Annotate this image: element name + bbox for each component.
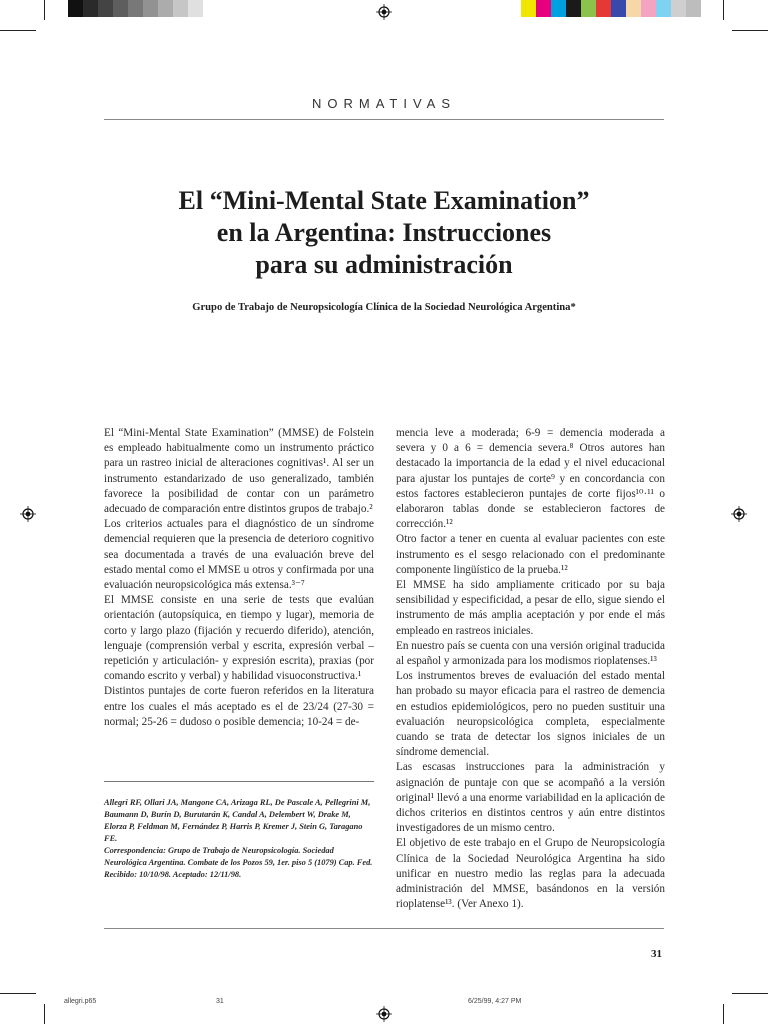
calibration-swatch <box>671 0 686 17</box>
calibration-swatch <box>173 0 188 17</box>
paragraph: Los criterios actuales para el diagnóstico de un síndrome demencial requieren que la presencia de deterioro cognitivo sea documentada a través de una evaluación breve del estado mental como el MMSE u otros y confirmada por una evaluación neuropsicológica más extensa.³⁻⁷ <box>104 518 374 592</box>
article-authors: Grupo de Trabajo de Neuropsicología Clínica de la Sociedad Neurológica Argentina* <box>192 302 576 313</box>
header-rule <box>104 119 664 120</box>
calibration-swatch <box>128 0 143 17</box>
registration-mark-icon <box>376 4 392 20</box>
calibration-swatch <box>641 0 656 17</box>
print-footer-filename: allegri.p65 <box>64 998 97 1005</box>
page-number: 31 <box>651 948 662 960</box>
paragraph: El “Mini-Mental State Examination” (MMSE) de Folstein es empleado habitualmente como un instrumento práctico para un rastreo inicial de alteraciones cognitivas¹. Al ser un instrumento estandarizado de uso generalizado, también favorece la posibilidad de contar con un parámetro adecuado de comparación entre distintos grupos de trabajo.² <box>104 427 374 516</box>
registration-mark-icon <box>731 506 747 522</box>
title-line: El “Mini-Mental State Examination” <box>178 186 590 215</box>
paragraph: Otro factor a tener en cuenta al evaluar pacientes con este instrumento es el sesgo relacionado con el predominante componente lingüístico de la prueba.¹² <box>396 533 665 576</box>
title-line: para su administración <box>255 250 513 279</box>
calibration-swatch <box>581 0 596 17</box>
body-column-right <box>396 426 665 913</box>
calibration-swatch <box>686 0 701 17</box>
title-line: en la Argentina: Instrucciones <box>216 218 552 247</box>
registration-mark-icon <box>376 1006 392 1022</box>
calibration-swatch <box>566 0 581 17</box>
footnote-authors: Allegri RF, Ollari JA, Mangone CA, Arizaga RL, De Pascale A, Pellegrini M, Baumann D, Burín D, Burutarán K, Candal A, Delembert W, Drake M, Elorza P, Feldman M, Fernández P, Harris P, Kremer J, Stein G, Taragano FE. <box>104 798 371 843</box>
calibration-swatch <box>596 0 611 17</box>
footnote-correspondence: Correspondencia: Grupo de Trabajo de Neuropsicología. Sociedad Neurológica Argentina. Combate de los Pozos 59, 1er. piso 5 (1079) Cap. Fed. <box>104 846 373 867</box>
paragraph: mencia leve a moderada; 6-9 = demencia moderada a severa y 0 a 6 = demencia severa.⁸ Otros autores han destacado la importancia de la edad y el nivel educacional para ajustar los puntajes de corte⁹ y en concordancia con estos factores establecieron puntajes de corte fijos¹⁰·¹¹ o elaboraron tablas donde se establecieron factores de corrección.¹² <box>396 427 665 531</box>
calibration-swatch <box>68 0 83 17</box>
calibration-swatch <box>188 0 203 17</box>
calibration-swatch <box>656 0 671 17</box>
bottom-rule <box>104 928 664 929</box>
print-footer-page: 31 <box>216 998 224 1005</box>
paragraph: Los instrumentos breves de evaluación del estado mental han probado su mayor eficacia para el rastreo de demencia en estudios epidemiológicos, pero no pueden sustituir una evaluación neuropsicológica completa, especialmente cuando se trata de detectar los signos iniciales de un síndrome demencial. <box>396 670 665 759</box>
paragraph: El MMSE consiste en una serie de tests que evalúan orientación (autopsíquica, en tiempo y lugar), memoria de corto y largo plazo (fijación y recuerdo diferido), atención, lenguaje (comprensión verbal y escrita, expresión verbal –repetición y articulación- y expresión escrita), praxias (por comando escrito y verbal) y habilidad visuoconstructiva.¹ <box>104 594 374 683</box>
paragraph: En nuestro país se cuenta con una versión original traducida al español y armonizada para los modismos rioplatenses.¹³ <box>396 639 665 668</box>
calibration-swatch <box>611 0 626 17</box>
calibration-swatch <box>83 0 98 17</box>
footnote-rule <box>104 781 374 782</box>
calibration-swatch <box>536 0 551 17</box>
section-header: NORMATIVAS <box>311 96 457 111</box>
calibration-swatch <box>113 0 128 17</box>
article-title <box>60 185 708 281</box>
body-column-left <box>104 426 374 730</box>
paragraph: El MMSE ha sido ampliamente criticado por su baja sensibilidad y especificidad, a pesar de ello, sigue siendo el instrumento de más amplia aceptación y por ende el más empleado en rastreos iniciales. <box>396 579 665 637</box>
footnote-block <box>104 797 374 881</box>
calibration-swatch <box>98 0 113 17</box>
footnote-received: Recibido: 10/10/98. Aceptado: 12/11/98. <box>104 870 242 879</box>
calibration-swatch <box>158 0 173 17</box>
registration-mark-icon <box>20 506 36 522</box>
calibration-swatch <box>626 0 641 17</box>
calibration-swatch <box>521 0 536 17</box>
paragraph: Distintos puntajes de corte fueron referidos en la literatura entre los cuales el más aceptado es el de 23/24 (27-30 = normal; 25-26 = dudoso o posible demencia; 10-24 = de- <box>104 685 374 728</box>
calibration-swatch <box>551 0 566 17</box>
paragraph: Las escasas instrucciones para la administración y asignación de puntaje con que se acompañó a la versión original¹ llevó a una enorme variabilidad en la aplicación de dichos criterios en distintos centros y aún entre distintos investigadores de un mismo centro. <box>396 761 665 835</box>
calibration-swatch <box>143 0 158 17</box>
paragraph: El objetivo de este trabajo en el Grupo de Neuropsicología Clínica de la Sociedad Neurológica Argentina ha sido unificar en nuestro medio las reglas para la adecuada administración del MMSE, basándonos en la versión rioplatense¹³. (Ver Anexo 1). <box>396 837 665 911</box>
print-footer-timestamp: 6/25/99, 4:27 PM <box>468 998 522 1005</box>
